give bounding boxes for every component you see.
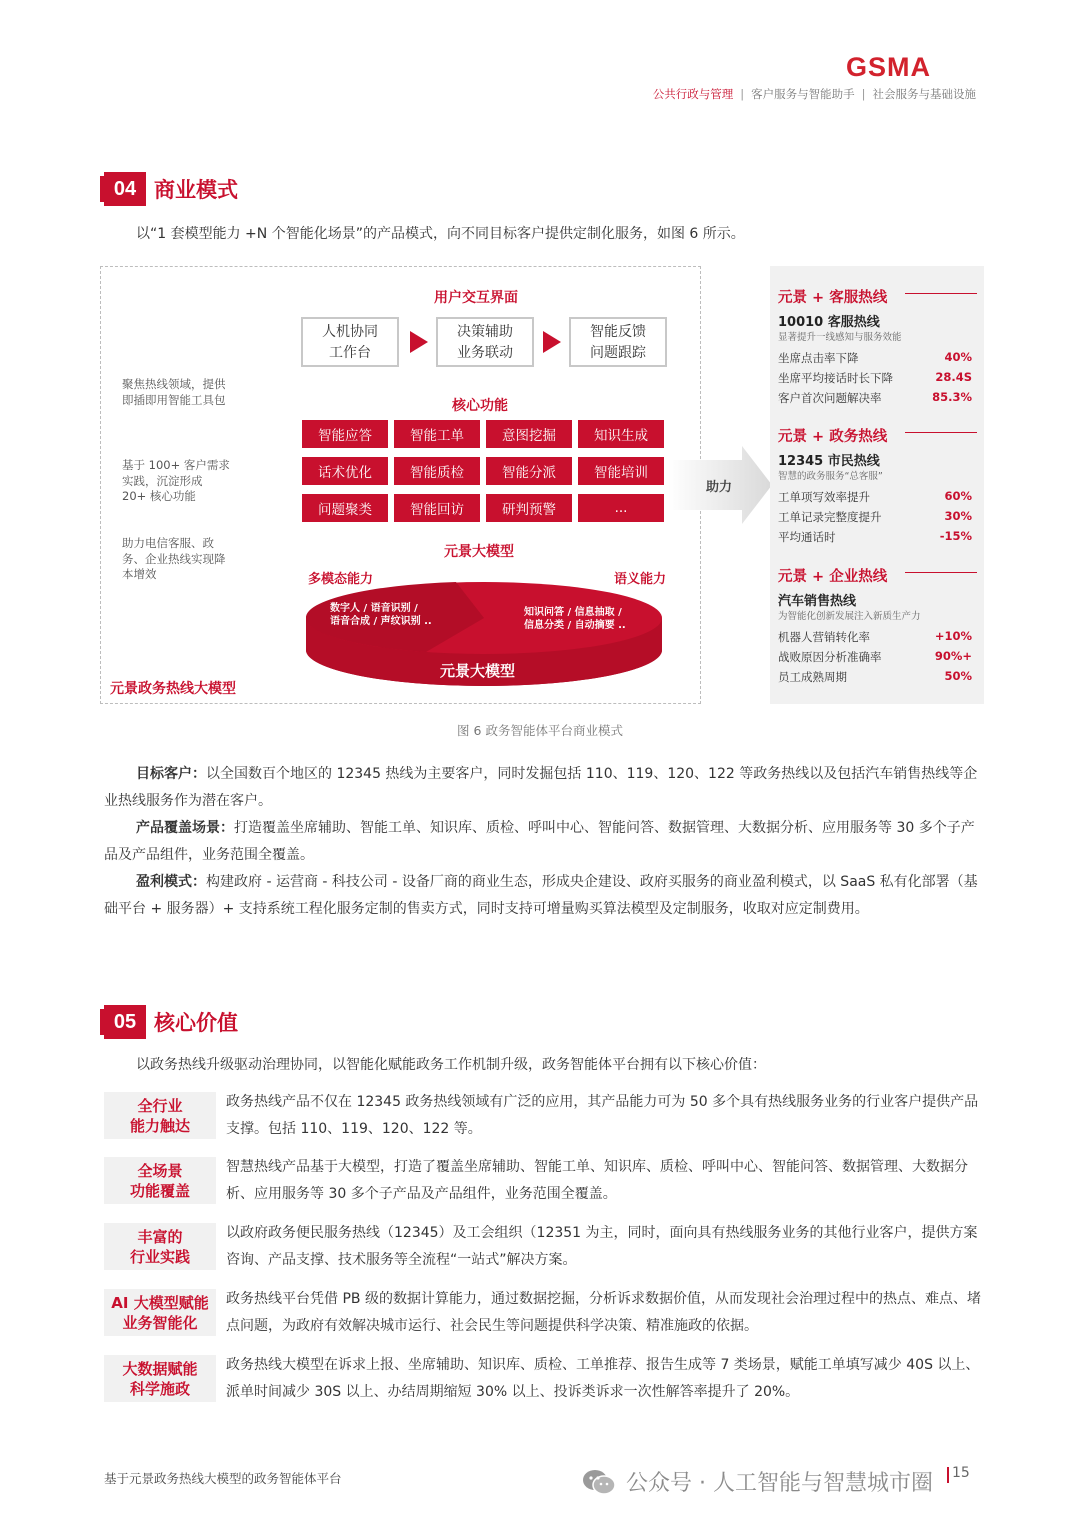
- section-number: 04: [104, 172, 146, 206]
- case-title: 元景 + 政务热线: [778, 429, 888, 445]
- case-title: 元景 + 客服热线: [778, 290, 888, 306]
- semantic-label: 语义能力: [614, 572, 667, 587]
- metric-row: 工单项写效率提升 60%: [778, 489, 972, 504]
- value-tag: AI 大模型赋能 业务智能化: [104, 1289, 216, 1336]
- case-name: 10010 客服热线: [778, 315, 880, 330]
- disc-title: 元景大模型: [440, 662, 516, 680]
- metric-row: 坐席点击率下降 40%: [778, 350, 972, 365]
- section-heading-05: [104, 1005, 238, 1039]
- divider: [905, 432, 977, 433]
- function-cell: 话术优化: [302, 457, 388, 485]
- value-text: 政务热线大模型在诉求上报、坐席辅助、知识库、质检、工单推荐、报告生成等 7 类场景，赋能工单填写减少 40S 以上、派单时间减少 30S 以上、办结周期缩短 30% 以上、投诉类诉求一次性解答率提升了 20%。: [226, 1357, 980, 1400]
- value-tag: 丰富的 行业实践: [104, 1223, 216, 1270]
- section-title: 商业模式: [154, 178, 238, 202]
- value-text: 政务热线产品不仅在 12345 政务热线领域有广泛的应用，其产品能力可为 50 多个具有热线服务业务的行业客户提供产品支撑。包括 110、119、120、122 等。: [226, 1094, 979, 1137]
- metric-row: 客户首次问题解决率 85.3%: [778, 390, 972, 405]
- nav-item-social-services[interactable]: 社会服务与基础设施: [872, 87, 976, 101]
- function-grid: [302, 420, 664, 522]
- flow-box-decision: 决策辅助 业务联动: [436, 317, 534, 367]
- category-nav: 公共行政与管理 | 客户服务与智能助手 | 社会服务与基础设施: [652, 87, 976, 101]
- section-title: 核心价值: [154, 1011, 238, 1035]
- flow-arrow-icon: [410, 331, 428, 353]
- case-subtitle: 智慧的政务服务“总客服”: [778, 471, 883, 482]
- value-tag: 全场景 功能覆盖: [104, 1157, 216, 1204]
- figure-note: 助力电信客服、政务、企业热线实现降本增效: [122, 536, 226, 581]
- function-cell: 智能分派: [486, 457, 572, 485]
- value-text: 以政府政务便民服务热线（12345）及工会组织（12351 为主，同时，面向具有热线服务业务的其他行业客户，提供方案咨询、产品支撑、技术服务等全流程“一站式”解决方案。: [226, 1225, 978, 1268]
- multimodal-label: 多模态能力: [308, 572, 374, 587]
- gsma-logo: GSMA: [846, 52, 931, 82]
- function-cell: 智能应答: [302, 420, 388, 448]
- watermark: 公众号 · 人工智能与智慧城市圈: [582, 1466, 933, 1497]
- flow-box-collaboration: 人机协同 工作台: [301, 317, 399, 367]
- paragraph-profit-model: 盈利模式：构建政府 - 运营商 - 科技公司 - 设备厂商的商业生态，形成央企建设、政府买服务的商业盈利模式，以 SaaS 私有化部署（基础平台 + 服务器）+ 支持系统工程化服务定制的售卖方式，同时支持可增量购买算法模型及定制服务，收取对应定制费用。: [104, 874, 978, 917]
- help-label: 助力: [706, 480, 733, 495]
- case-subtitle: 为智能化创新发展注入新质生产力: [778, 611, 921, 622]
- section-heading-04: [104, 172, 238, 206]
- function-cell: 问题聚类: [302, 494, 388, 522]
- function-cell: 智能工单: [394, 420, 480, 448]
- multimodal-items: 数字人 / 语音识别 / 语音合成 / 声纹识别 ..: [330, 603, 432, 627]
- case-title: 元景 + 企业热线: [778, 569, 888, 585]
- paragraph-target-customers: 目标客户：以全国数百个地区的 12345 热线为主要客户，同时发掘包括 110、119、120、122 等政务热线以及包括汽车销售热线等企业热线服务作为潜在客户。: [104, 766, 978, 809]
- figure-box-footer: 元景政务热线大模型: [110, 681, 236, 697]
- semantic-items: 知识问答 / 信息抽取 / 信息分类 / 自动摘要 ..: [524, 607, 626, 631]
- core-function-label: 核心功能: [452, 398, 508, 414]
- case-subtitle: 显著提升一线感知与服务效能: [778, 332, 902, 343]
- model-label: 元景大模型: [444, 544, 514, 560]
- flow-arrow-icon: [543, 331, 561, 353]
- ui-layer-label: 用户交互界面: [434, 290, 518, 306]
- divider: [905, 293, 977, 294]
- function-cell: 研判预警: [486, 494, 572, 522]
- section-intro: 以“1 套模型能力 +N 个智能化场景”的产品模式，向不同目标客户提供定制化服务，如图 6 所示。: [136, 226, 745, 242]
- metric-row: 员工成熟周期 50%: [778, 669, 972, 684]
- section-intro: 以政务热线升级驱动治理协同，以智能化赋能政务工作机制升级，政务智能体平台拥有以下核心价值：: [136, 1057, 766, 1073]
- nav-item-public-admin[interactable]: 公共行政与管理: [652, 87, 734, 101]
- case-name: 12345 市民热线: [778, 454, 880, 469]
- wechat-icon: [582, 1468, 616, 1496]
- paragraph-coverage: 产品覆盖场景：打造覆盖坐席辅助、智能工单、知识库、质检、呼叫中心、智能问答、数据管理、大数据分析、应用服务等 30 多个子产品及产品组件，业务范围全覆盖。: [104, 820, 975, 863]
- function-cell: 知识生成: [578, 420, 664, 448]
- figure-caption: 图 6 政务智能体平台商业模式: [457, 723, 623, 738]
- metric-row: 战败原因分析准确率 90%+: [778, 649, 972, 664]
- case-name: 汽车销售热线: [778, 594, 857, 609]
- function-cell: 意图挖掘: [486, 420, 572, 448]
- flow-box-feedback: 智能反馈 问题跟踪: [569, 317, 667, 367]
- divider: [905, 572, 977, 573]
- value-text: 政务热线平台凭借 PB 级的数据计算能力，通过数据挖掘，分析诉求数据价值，从而发现社会治理过程中的热点、难点、堵点问题，为政府有效解决城市运行、社会民生等问题提供科学决策、精准施政的依据。: [226, 1291, 981, 1334]
- page-number: 15: [952, 1465, 970, 1481]
- metric-row: 坐席平均接话时长下降 28.4S: [778, 370, 972, 385]
- metric-row: 机器人营销转化率 +10%: [778, 629, 972, 644]
- value-tag: 大数据赋能 科学施政: [104, 1355, 216, 1402]
- value-tag: 全行业 能力触达: [104, 1092, 216, 1139]
- footer-title: 基于元景政务热线大模型的政务智能体平台: [104, 1471, 342, 1486]
- metric-row: 工单记录完整度提升 30%: [778, 509, 972, 524]
- figure-note: 基于 100+ 客户需求实践，沉淀形成 20+ 核心功能: [122, 458, 230, 503]
- metric-row: 平均通话时 -15%: [778, 529, 972, 544]
- function-cell: 智能培训: [578, 457, 664, 485]
- function-cell: 智能质检: [394, 457, 480, 485]
- function-cell: 智能回访: [394, 494, 480, 522]
- value-text: 智慧热线产品基于大模型，打造了覆盖坐席辅助、智能工单、知识库、质检、呼叫中心、智能问答、数据管理、大数据分析、应用服务等 30 多个子产品及产品组件，业务范围全覆盖。: [226, 1159, 968, 1202]
- section-number: 05: [104, 1005, 146, 1039]
- nav-item-customer-service[interactable]: 客户服务与智能助手: [751, 87, 855, 101]
- function-cell: ...: [578, 494, 664, 522]
- figure-note: 聚焦热线领域，提供即插即用智能工具包: [122, 377, 226, 407]
